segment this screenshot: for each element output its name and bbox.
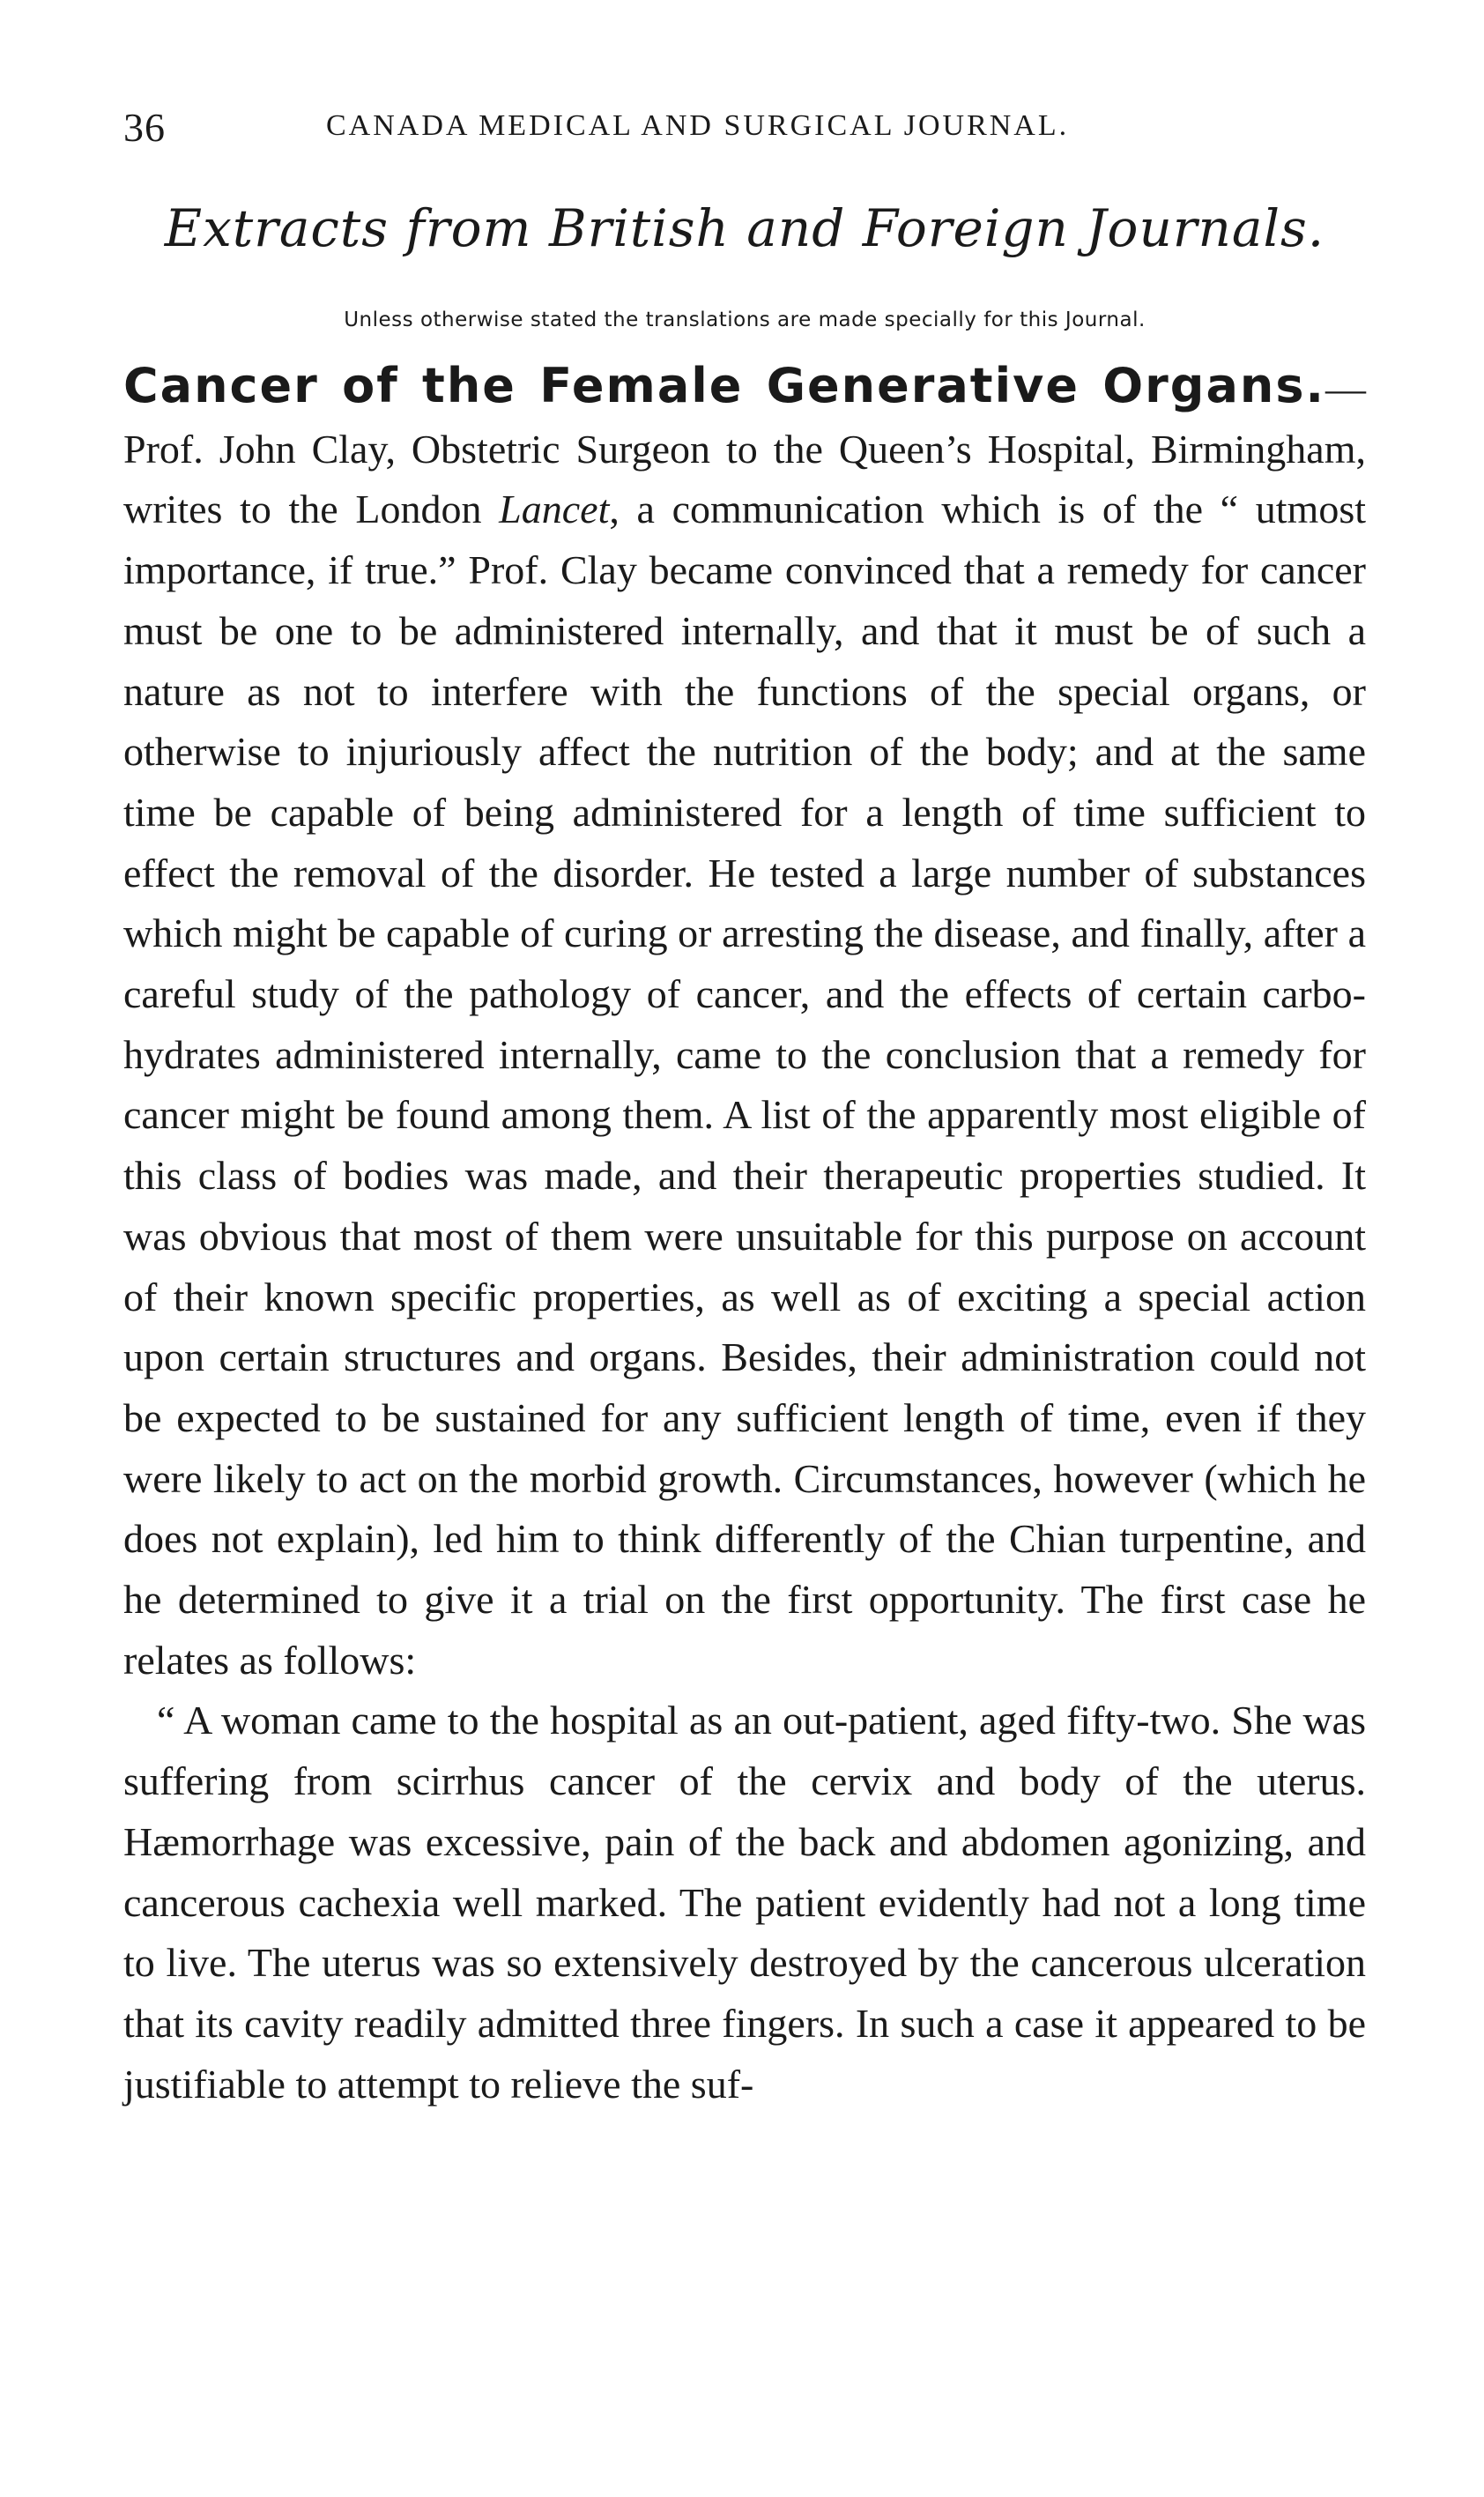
article-paragraph (123, 356, 1366, 1691)
translation-note: Unless otherwise stated the translations are made specially for this Journal. (344, 308, 1146, 331)
page-number: 36 (123, 105, 166, 150)
section-title: Extracts from British and Foreign Journals. (164, 198, 1325, 258)
journal-title: CANADA MEDICAL AND SURGICAL JOURNAL. (326, 109, 1070, 142)
case-quote: “ A woman came to the hospital as an out-patient, aged fifty-two. She was suffering from scirrhus cancer of the cervix and body of the uterus. Hæmorrhage was excessive, pain of the back and abdomen agonizing, and cancerous cachexia well marked. The patient evidently had not a long time to live. The uterus was so extensively destroyed by the cancerous ulceration that its cavity readily admitted three fingers. In such a case it appeared to be justifiable to attempt to relieve the suf- (123, 1698, 1366, 2107)
running-head (123, 104, 1366, 157)
journal-name: Lancet (499, 487, 610, 532)
article-intro-start: —Prof. John Clay, Obstetric Surgeon to the Queen’s Hospital, Birmingham, writes to the London (123, 366, 1366, 532)
article-intro-rest: , a communication which is of the “ utmost importance, if true.” Prof. Clay became convinced that a remedy for cancer must be one to be administered internally, and that it must be of such a nature as not to interfere with the functions of the special organs, or otherwise to injuriously affect the nutrition of the body; and at the same time be capable of being administered for a length of time sufficient to effect the removal of the disorder. He tested a large number of substances which might be capable of curing or arresting the disease, and finally, after a careful study of the pathology of cancer, and the effects of certain carbo-hydrates administered internally, came to the conclusion that a remedy for cancer might be found among them. A list of the apparently most eligible of this class of bodies was made, and their therapeutic properties studied. It was obvious that most of them were unsuitable for this purpose on account of their known specific properties, as well as of exciting a special action upon certain structures and organs. Besides, their administration could not be expected to be sustained for any sufficient length of time, even if they were likely to act on the morbid growth. Circumstances, however (which he does not explain), led him to think differently of the Chian turpentine, and he determined to give it a trial on the first opportunity. The first case he relates as follows: (123, 487, 1367, 1683)
article-body (123, 356, 1366, 2114)
article-headline: Cancer of the Female Generative Organs. (123, 358, 1325, 413)
